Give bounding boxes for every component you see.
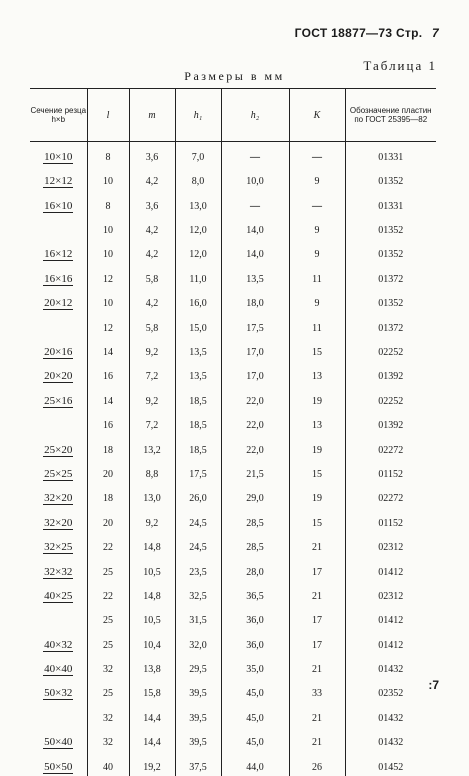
cell-k: 15 (289, 337, 345, 361)
cell-l: 25 (87, 556, 129, 580)
cell-k: 11 (289, 312, 345, 336)
cell-h1: 39,5 (175, 702, 221, 726)
cell-k: 26 (289, 751, 345, 775)
table-row (30, 361, 436, 385)
cell-section (30, 410, 87, 434)
cell-section (30, 702, 87, 726)
cell-l: 10 (87, 239, 129, 263)
cell-section (30, 751, 87, 775)
cell-k: 21 (289, 702, 345, 726)
cell-h2: 10,0 (221, 166, 289, 190)
table-row (30, 166, 436, 190)
cell-k: 9 (289, 166, 345, 190)
cell-designation: 02312 (345, 581, 436, 605)
table-row (30, 434, 436, 458)
cell-k: 21 (289, 581, 345, 605)
section-size: 40×32 (44, 638, 73, 651)
col-header-h2: h₂ (221, 89, 289, 142)
cell-k: 17 (289, 629, 345, 653)
cell-designation: 01372 (345, 312, 436, 336)
cell-section (30, 288, 87, 312)
cell-designation: 01392 (345, 361, 436, 385)
table-row (30, 410, 436, 434)
cell-m: 10,5 (129, 605, 175, 629)
cell-designation: 01352 (345, 288, 436, 312)
cell-section (30, 507, 87, 531)
cell-l: 25 (87, 678, 129, 702)
cell-k: — (289, 142, 345, 166)
section-size: 25×20 (44, 443, 73, 456)
cell-designation: 02312 (345, 532, 436, 556)
section-size: 10×10 (44, 150, 73, 163)
cell-m: 9,2 (129, 337, 175, 361)
table-row (30, 312, 436, 336)
section-size: 32×32 (44, 565, 73, 578)
cell-h2: 44,0 (221, 751, 289, 775)
cell-m: 14,4 (129, 727, 175, 751)
cell-h2: 45,0 (221, 727, 289, 751)
cell-l: 20 (87, 459, 129, 483)
cell-section (30, 629, 87, 653)
cell-h1: 8,0 (175, 166, 221, 190)
cell-k: 21 (289, 532, 345, 556)
cell-h2: 22,0 (221, 410, 289, 434)
cell-k: 33 (289, 678, 345, 702)
cell-h1: 15,0 (175, 312, 221, 336)
cell-section (30, 532, 87, 556)
cell-section (30, 459, 87, 483)
cell-h1: 24,5 (175, 507, 221, 531)
cell-designation: 02272 (345, 483, 436, 507)
section-size: 40×25 (44, 589, 73, 602)
table-caption: Размеры в мм (184, 69, 285, 83)
cell-h2: 14,0 (221, 215, 289, 239)
cell-m: 9,2 (129, 385, 175, 409)
section-size: 32×25 (44, 541, 73, 554)
cell-h1: 29,5 (175, 654, 221, 678)
cell-h2: 45,0 (221, 702, 289, 726)
table-row (30, 483, 436, 507)
cell-m: 7,2 (129, 361, 175, 385)
cell-k: 9 (289, 239, 345, 263)
col-header-k: K (289, 89, 345, 142)
cell-h1: 39,5 (175, 678, 221, 702)
table-row (30, 142, 436, 166)
cell-h1: 13,5 (175, 337, 221, 361)
table-row (30, 702, 436, 726)
cell-m: 19,2 (129, 751, 175, 775)
cell-designation: 01412 (345, 629, 436, 653)
cell-l: 40 (87, 751, 129, 775)
cell-l: 18 (87, 434, 129, 458)
cell-m: 5,8 (129, 263, 175, 287)
cell-designation: 01432 (345, 727, 436, 751)
cell-l: 8 (87, 190, 129, 214)
section-size: 40×40 (44, 663, 73, 676)
cell-h1: 12,0 (175, 239, 221, 263)
cell-designation: 01352 (345, 215, 436, 239)
cell-k: 19 (289, 483, 345, 507)
cell-h1: 39,5 (175, 727, 221, 751)
cell-l: 22 (87, 581, 129, 605)
cell-m: 8,8 (129, 459, 175, 483)
cell-h2: 21,5 (221, 459, 289, 483)
cell-section (30, 556, 87, 580)
section-size: 25×16 (44, 394, 73, 407)
cell-h1: 24,5 (175, 532, 221, 556)
cell-section (30, 385, 87, 409)
cell-k: 17 (289, 556, 345, 580)
page-label: Стр. (395, 26, 423, 40)
cell-k: 13 (289, 361, 345, 385)
cell-l: 25 (87, 605, 129, 629)
cell-m: 14,8 (129, 532, 175, 556)
standard-number: ГОСТ 18877—73 (294, 26, 393, 40)
cell-m: 5,8 (129, 312, 175, 336)
cell-k: 17 (289, 605, 345, 629)
cell-section (30, 605, 87, 629)
cell-h1: 17,5 (175, 459, 221, 483)
cell-section (30, 312, 87, 336)
section-size: 20×12 (44, 297, 73, 310)
cell-section (30, 190, 87, 214)
cell-h2: 17,0 (221, 361, 289, 385)
cell-l: 18 (87, 483, 129, 507)
cell-designation: 01152 (345, 507, 436, 531)
cell-section (30, 239, 87, 263)
cell-designation: 01452 (345, 751, 436, 775)
footer-page-number: :7 (428, 678, 439, 692)
table-label: Таблица 1 (363, 58, 437, 73)
table-row (30, 532, 436, 556)
section-size: 32×20 (44, 492, 73, 505)
cell-designation: 01352 (345, 239, 436, 263)
section-size: 20×20 (44, 370, 73, 383)
cell-l: 14 (87, 385, 129, 409)
cell-h1: 13,0 (175, 190, 221, 214)
cell-k: 9 (289, 215, 345, 239)
cell-h2: — (221, 142, 289, 166)
cell-section (30, 581, 87, 605)
cell-section (30, 678, 87, 702)
cell-section (30, 142, 87, 166)
table-row (30, 459, 436, 483)
cell-h1: 16,0 (175, 288, 221, 312)
cell-l: 10 (87, 166, 129, 190)
cell-h2: 36,5 (221, 581, 289, 605)
cell-m: 4,2 (129, 215, 175, 239)
table-row (30, 727, 436, 751)
cell-h1: 23,5 (175, 556, 221, 580)
table-row (30, 605, 436, 629)
section-size: 12×12 (44, 175, 73, 188)
cell-l: 32 (87, 727, 129, 751)
cell-section (30, 215, 87, 239)
table-row (30, 581, 436, 605)
cell-m: 10,4 (129, 629, 175, 653)
cell-h2: 29,0 (221, 483, 289, 507)
cell-m: 14,4 (129, 702, 175, 726)
cell-m: 13,8 (129, 654, 175, 678)
table-body (30, 142, 436, 776)
cell-designation: 01432 (345, 702, 436, 726)
cell-l: 10 (87, 288, 129, 312)
table-row (30, 385, 436, 409)
col-header-m: m (129, 89, 175, 142)
table-row (30, 507, 436, 531)
cell-h2: 13,5 (221, 263, 289, 287)
cell-l: 16 (87, 361, 129, 385)
cell-h2: 36,0 (221, 629, 289, 653)
cell-h2: 18,0 (221, 288, 289, 312)
section-size: 25×25 (44, 467, 73, 480)
cell-k: 15 (289, 459, 345, 483)
cell-m: 9,2 (129, 507, 175, 531)
cell-l: 12 (87, 263, 129, 287)
table-row (30, 190, 436, 214)
section-size: 16×16 (44, 272, 73, 285)
page-header (295, 26, 439, 40)
table-row (30, 556, 436, 580)
cell-k: 9 (289, 288, 345, 312)
table-row (30, 337, 436, 361)
cell-h2: 28,0 (221, 556, 289, 580)
cell-designation: 02272 (345, 434, 436, 458)
cell-designation: 01372 (345, 263, 436, 287)
cell-m: 14,8 (129, 581, 175, 605)
cell-m: 13,0 (129, 483, 175, 507)
cell-h2: 17,5 (221, 312, 289, 336)
cell-h1: 37,5 (175, 751, 221, 775)
cell-l: 8 (87, 142, 129, 166)
cell-h1: 12,0 (175, 215, 221, 239)
cell-h1: 7,0 (175, 142, 221, 166)
cell-h1: 26,0 (175, 483, 221, 507)
cell-designation: 01412 (345, 556, 436, 580)
section-size: 50×32 (44, 687, 73, 700)
cell-l: 32 (87, 702, 129, 726)
cell-k: 15 (289, 507, 345, 531)
cell-m: 4,2 (129, 239, 175, 263)
cell-h2: 28,5 (221, 532, 289, 556)
cell-l: 32 (87, 654, 129, 678)
cell-section (30, 654, 87, 678)
cell-l: 20 (87, 507, 129, 531)
table-row (30, 263, 436, 287)
cell-k: 11 (289, 263, 345, 287)
cell-l: 25 (87, 629, 129, 653)
cell-l: 10 (87, 215, 129, 239)
cell-h2: 36,0 (221, 605, 289, 629)
table-row (30, 678, 436, 702)
cell-designation: 02352 (345, 678, 436, 702)
cell-designation: 02252 (345, 337, 436, 361)
cell-m: 7,2 (129, 410, 175, 434)
section-size: 32×20 (44, 516, 73, 529)
cell-h2: 35,0 (221, 654, 289, 678)
table-row (30, 288, 436, 312)
cell-m: 4,2 (129, 288, 175, 312)
cell-l: 16 (87, 410, 129, 434)
cell-section (30, 263, 87, 287)
cell-m: 4,2 (129, 166, 175, 190)
cell-l: 22 (87, 532, 129, 556)
cell-h1: 31,5 (175, 605, 221, 629)
cell-h1: 11,0 (175, 263, 221, 287)
cell-m: 15,8 (129, 678, 175, 702)
col-header-h1: h₁ (175, 89, 221, 142)
cell-h1: 13,5 (175, 361, 221, 385)
section-size: 20×16 (44, 346, 73, 359)
section-size: 16×12 (44, 248, 73, 261)
table-row (30, 239, 436, 263)
cell-m: 3,6 (129, 190, 175, 214)
page-number: 7 (432, 26, 439, 40)
dimensions-table (30, 88, 436, 776)
cell-section (30, 434, 87, 458)
cell-h1: 32,0 (175, 629, 221, 653)
cell-section (30, 483, 87, 507)
table-row (30, 751, 436, 775)
cell-designation: 01432 (345, 654, 436, 678)
cell-h1: 18,5 (175, 410, 221, 434)
table-row (30, 654, 436, 678)
section-size: 50×50 (44, 760, 73, 773)
cell-l: 14 (87, 337, 129, 361)
col-header-section: Сечение резца h×b (30, 89, 87, 142)
cell-l: 12 (87, 312, 129, 336)
cell-m: 13,2 (129, 434, 175, 458)
cell-h2: 22,0 (221, 385, 289, 409)
cell-k: 19 (289, 385, 345, 409)
cell-h2: 22,0 (221, 434, 289, 458)
table-header-row (30, 89, 436, 142)
table-row (30, 629, 436, 653)
cell-designation: 01412 (345, 605, 436, 629)
cell-m: 3,6 (129, 142, 175, 166)
cell-h2: — (221, 190, 289, 214)
col-header-l: l (87, 89, 129, 142)
cell-h2: 17,0 (221, 337, 289, 361)
cell-k: 19 (289, 434, 345, 458)
cell-section (30, 361, 87, 385)
cell-h2: 45,0 (221, 678, 289, 702)
cell-k: 21 (289, 654, 345, 678)
cell-h1: 18,5 (175, 385, 221, 409)
cell-designation: 01331 (345, 190, 436, 214)
cell-designation: 01392 (345, 410, 436, 434)
cell-section (30, 166, 87, 190)
cell-section (30, 337, 87, 361)
table-row (30, 215, 436, 239)
cell-h1: 18,5 (175, 434, 221, 458)
section-size: 50×40 (44, 736, 73, 749)
section-size: 16×10 (44, 199, 73, 212)
cell-designation: 01152 (345, 459, 436, 483)
cell-designation: 02252 (345, 385, 436, 409)
cell-m: 10,5 (129, 556, 175, 580)
cell-section (30, 727, 87, 751)
cell-designation: 01331 (345, 142, 436, 166)
cell-k: — (289, 190, 345, 214)
cell-designation: 01352 (345, 166, 436, 190)
col-header-insert-designation: Обозначение пластин по ГОСТ 25395—82 (345, 89, 436, 142)
cell-h1: 32,5 (175, 581, 221, 605)
cell-h2: 28,5 (221, 507, 289, 531)
cell-h2: 14,0 (221, 239, 289, 263)
cell-k: 21 (289, 727, 345, 751)
cell-k: 13 (289, 410, 345, 434)
